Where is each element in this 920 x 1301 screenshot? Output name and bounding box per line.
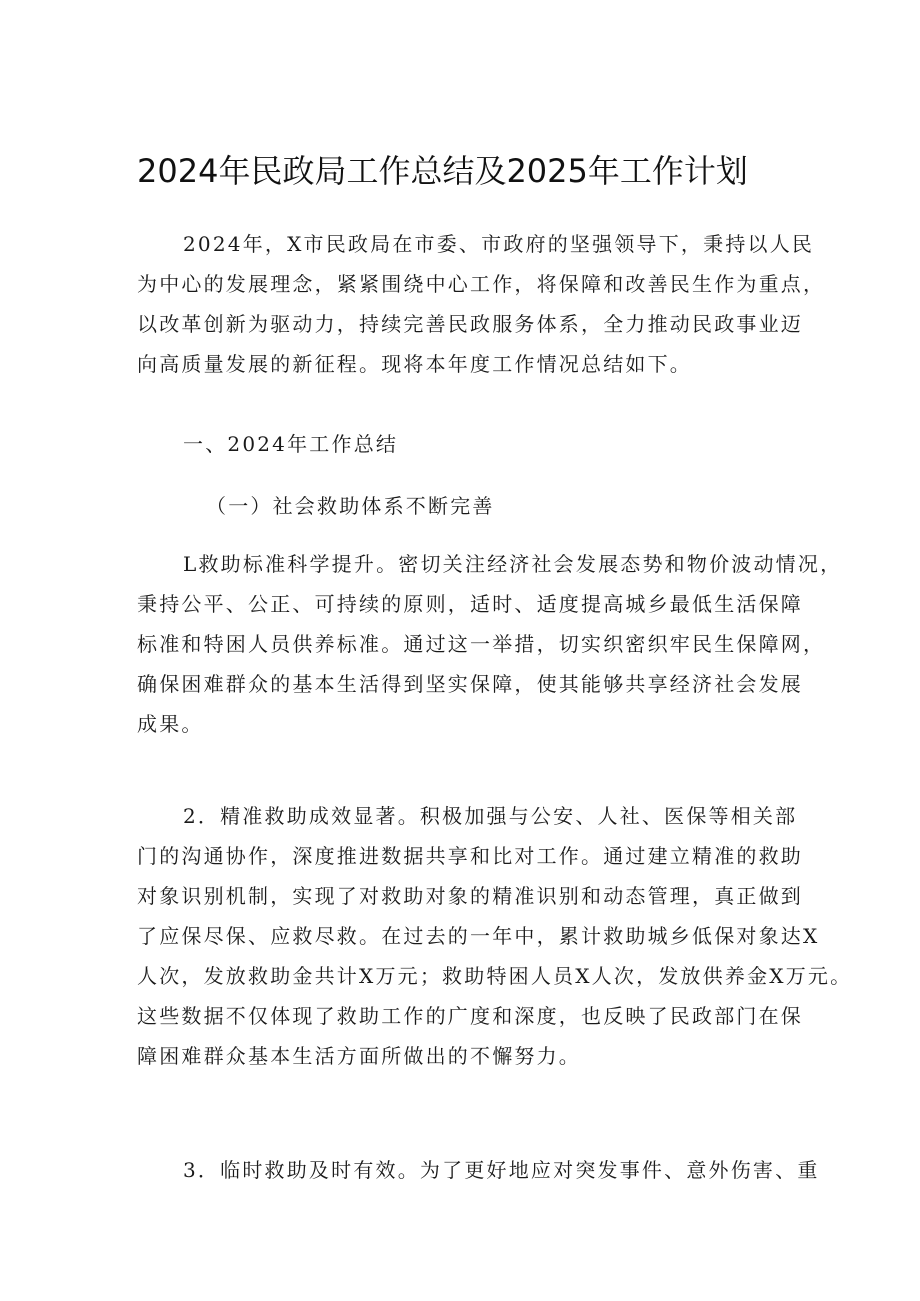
paragraph-line: 了应保尽保、应救尽救。在过去的一年中，累计救助城乡低保对象达X xyxy=(137,924,820,948)
intro-line: 以改革创新为驱动力，持续完善民政服务体系，全力推动民政事业迈 xyxy=(137,312,803,336)
paragraph-line: 成果。 xyxy=(137,712,204,736)
paragraph-line: 2．精准救助成效显著。积极加强与公安、人社、医保等相关部 xyxy=(183,804,798,828)
intro-paragraph xyxy=(137,224,826,384)
intro-line: 2024年，X市民政局在市委、市政府的坚强领导下，秉持以人民 xyxy=(183,232,815,256)
paragraph-line: 标准和特困人员供养标准。通过这一举措，切实织密织牢民生保障网， xyxy=(137,632,826,656)
intro-line: 为中心的发展理念，紧紧围绕中心工作，将保障和改善民生作为重点， xyxy=(137,272,826,296)
section-heading: 一、2024年工作总结 xyxy=(183,432,399,456)
paragraph-item-2 xyxy=(137,796,853,1076)
paragraph-item-3 xyxy=(137,1150,820,1190)
paragraph-line: 门的沟通协作，深度推进数据共享和比对工作。通过建立精准的救助 xyxy=(137,844,803,868)
paragraph-line: 确保困难群众的基本生活得到坚实保障，使其能够共享经济社会发展 xyxy=(137,672,803,696)
paragraph-line: 障困难群众基本生活方面所做出的不懈努力。 xyxy=(137,1044,581,1068)
paragraph-line: 秉持公平、公正、可持续的原则，适时、适度提高城乡最低生活保障 xyxy=(137,592,803,616)
subsection-heading: （一）社会救助体系不断完善 xyxy=(206,494,495,518)
paragraph-line: L救助标准科学提升。密切关注经济社会发展态势和物价波动情况， xyxy=(183,552,843,576)
paragraph-line: 对象识别机制，实现了对救助对象的精准识别和动态管理，真正做到 xyxy=(137,884,803,908)
document-title: 2024年民政局工作总结及2025年工作计划 xyxy=(137,152,748,190)
paragraph-item-1 xyxy=(137,544,843,744)
intro-line: 向高质量发展的新征程。现将本年度工作情况总结如下。 xyxy=(137,352,692,376)
paragraph-line: 3．临时救助及时有效。为了更好地应对突发事件、意外伤害、重 xyxy=(183,1158,820,1182)
paragraph-line: 这些数据不仅体现了救助工作的广度和深度，也反映了民政部门在保 xyxy=(137,1004,803,1028)
paragraph-line: 人次，发放救助金共计X万元；救助特困人员X人次，发放供养金X万元。 xyxy=(137,964,853,988)
